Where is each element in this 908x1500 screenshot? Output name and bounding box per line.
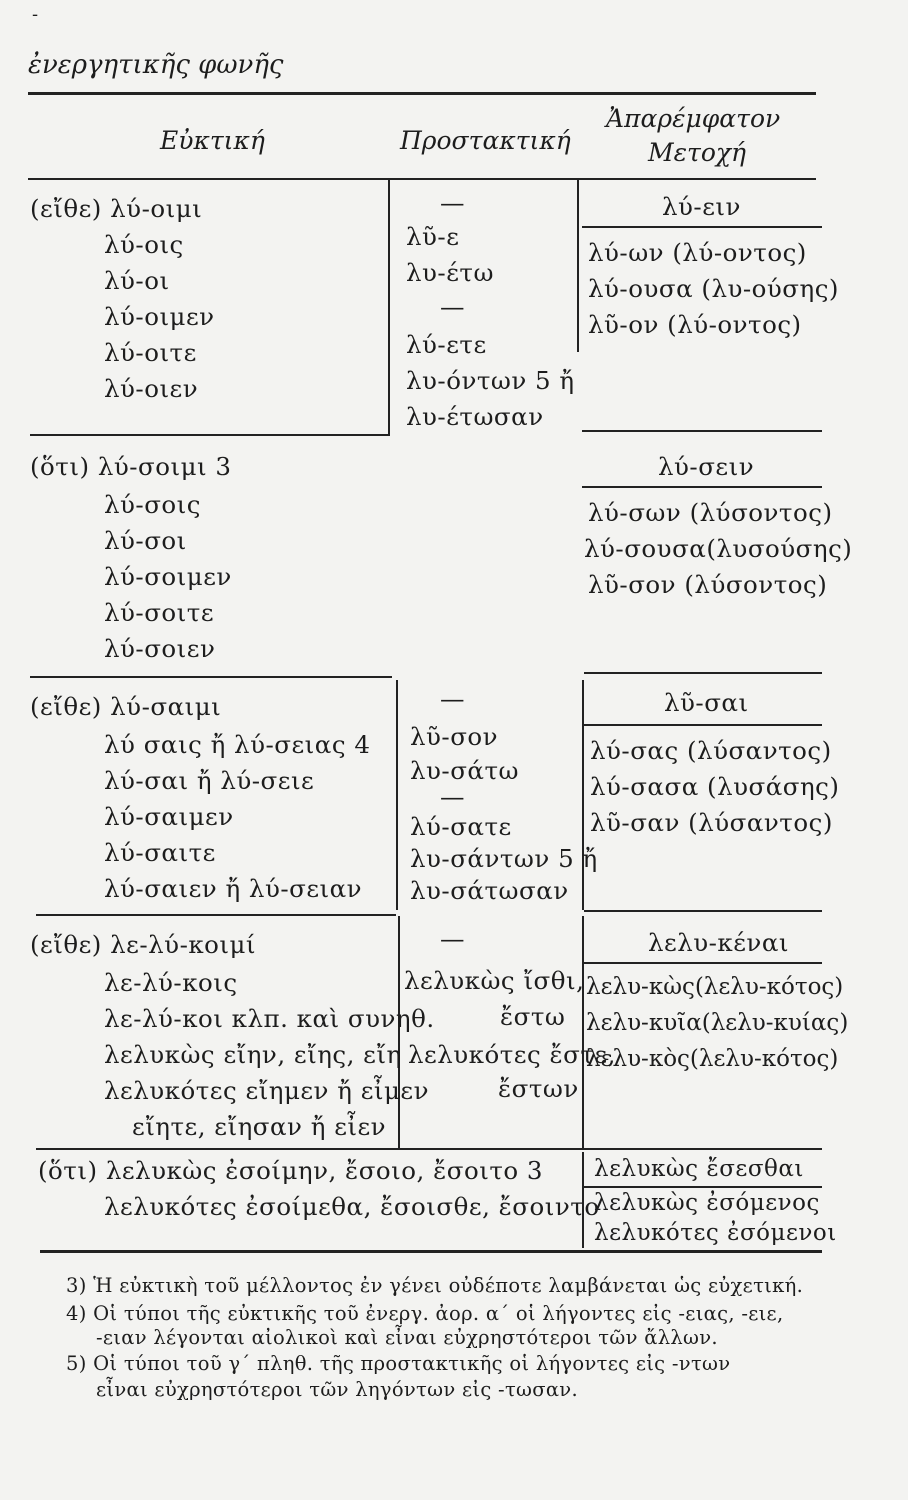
- s3-inf: λῦ-σαι: [664, 688, 749, 717]
- s1-inf: λύ-ειν: [662, 192, 741, 221]
- s4-part-0: λελυ-κὼς(λελυ-κότος): [586, 974, 844, 1000]
- col-rule-2c: [582, 680, 584, 910]
- s1-euk-5: λύ-οιεν: [104, 374, 199, 403]
- margin-dash: -: [32, 4, 39, 25]
- s3-part-2: λῦ-σαν (λύσαντος): [590, 808, 833, 837]
- s4-pro-2: ἔστω: [500, 1002, 566, 1031]
- page-title: ἐνεργητικῆς φωνῆς: [28, 50, 284, 80]
- s4-pro-0: —: [440, 924, 465, 953]
- header-aparemfaton: Ἀπαρέμφατον: [606, 104, 781, 133]
- col-rule-1c: [396, 680, 398, 910]
- s1-pro-5: λυ-όντων 5 ἤ: [406, 366, 575, 395]
- title-rule: [28, 92, 816, 95]
- header-metochi: Μετοχή: [648, 138, 747, 167]
- s5-inf: λελυκὼς ἔσεσθαι: [594, 1156, 804, 1182]
- s2-part-2: λῦ-σον (λύσοντος): [588, 570, 828, 599]
- footnote-4b: -ειαν λέγονται αἰολικοὶ καὶ εἶναι εὐχρηστότεροι τῶν ἄλλων.: [96, 1326, 718, 1349]
- s1-part-1: λύ-ουσα (λυ-ούσης): [588, 274, 839, 303]
- s3-pro-6: λυ-σάτωσαν: [410, 876, 569, 905]
- s4-euk-1: λε-λύ-κοις: [104, 968, 238, 997]
- s1-pro-1: λῦ-ε: [406, 222, 460, 251]
- s3-pro-1: λῦ-σον: [410, 722, 499, 751]
- s1-euk-4: λύ-οιτε: [104, 338, 197, 367]
- s5-inf-rule: [584, 1186, 822, 1188]
- s5-part-0: λελυκὼς ἐσόμενος: [594, 1190, 820, 1216]
- s2-part-0: λύ-σων (λύσοντος): [588, 498, 833, 527]
- s3-rule-right: [584, 910, 822, 912]
- s2-euk-1: λύ-σοις: [104, 490, 202, 519]
- s4-euk-0: (εἴθε) λε-λύ-κοιμί: [30, 930, 257, 959]
- s4-pro-1: λελυκὼς ἴσθι,: [404, 966, 585, 995]
- footnote-5b: εἶναι εὐχρηστότεροι τῶν ληγόντων εἰς -τωσαν.: [96, 1378, 578, 1401]
- s1-euk-1: λύ-οις: [104, 230, 184, 259]
- s3-pro-2: λυ-σάτω: [410, 756, 520, 785]
- col-rule-2d: [582, 916, 584, 1148]
- s3-pro-3: —: [440, 782, 465, 811]
- s3-part-0: λύ-σας (λύσαντος): [590, 736, 832, 765]
- s2-rule-left: [30, 676, 392, 678]
- s2-euk-2: λύ-σοι: [104, 526, 187, 555]
- s3-euk-0: (εἴθε) λύ-σαιμι: [30, 692, 222, 721]
- s1-part-0: λύ-ων (λύ-οντος): [588, 238, 807, 267]
- s1-inf-rule: [582, 226, 822, 228]
- s5-euk-0: (ὅτι) λελυκὼς ἐσοίμην, ἔσοιο, ἔσοιτο 3: [38, 1156, 544, 1185]
- s4-euk-4: λελυκότες εἴημεν ἤ εἶμεν: [104, 1076, 430, 1105]
- col-rule-1a: [388, 180, 390, 436]
- s2-euk-0: (ὅτι) λύ-σοιμι 3: [30, 452, 232, 481]
- s4-pro-4: ἔστων: [498, 1074, 579, 1103]
- s1-rule-right: [582, 430, 822, 432]
- footnote-3: 3) Ἡ εὐκτικὴ τοῦ μέλλοντος ἐν γένει οὐδέποτε λαμβάνεται ὡς εὐχετική.: [66, 1274, 804, 1297]
- s2-part-1: λύ-σουσα(λυσούσης): [584, 534, 853, 563]
- s1-pro-6: λυ-έτωσαν: [406, 402, 544, 431]
- header-euktiki: Εὐκτική: [160, 126, 265, 155]
- s3-part-1: λύ-σασα (λυσάσης): [590, 772, 840, 801]
- s3-euk-1: λύ σαις ἤ λύ-σειας 4: [104, 730, 371, 759]
- s4-inf-rule: [584, 962, 822, 964]
- s5-euk-1: λελυκότες ἐσοίμεθα, ἔσοισθε, ἔσοιντο: [104, 1192, 600, 1221]
- s2-euk-5: λύ-σοιεν: [104, 634, 216, 663]
- s1-pro-3: —: [440, 292, 465, 321]
- s1-euk-2: λύ-οι: [104, 266, 170, 295]
- s1-euk-3: λύ-οιμεν: [104, 302, 215, 331]
- s1-part-2: λῦ-ον (λύ-οντος): [588, 310, 802, 339]
- s4-euk-5: εἴητε, εἴησαν ἤ εἶεν: [132, 1112, 387, 1141]
- s4-rule: [36, 1148, 822, 1150]
- s3-euk-5: λύ-σαιεν ἤ λύ-σειαν: [104, 874, 363, 903]
- s4-part-2: λελυ-κὸς(λελυ-κότος): [586, 1046, 839, 1072]
- s5-part-1: λελυκότες ἐσόμενοι: [594, 1220, 837, 1246]
- footnote-4a: 4) Οἱ τύποι τῆς εὐκτικῆς τοῦ ἐνεργ. ἀορ. α΄ οἱ λήγοντες εἰς -ειας, -ειε,: [66, 1302, 784, 1325]
- col-rule-2a: [577, 180, 579, 352]
- s3-rule-left: [36, 914, 396, 916]
- s3-euk-3: λύ-σαιμεν: [104, 802, 234, 831]
- s4-pro-3: λελυκότες ἔστε,: [408, 1040, 616, 1069]
- s1-rule-left: [30, 434, 390, 436]
- s4-euk-2: λε-λύ-κοι κλπ. καὶ συνηθ.: [104, 1004, 435, 1033]
- footnote-5a: 5) Οἱ τύποι τοῦ γ΄ πληθ. τῆς προστακτικῆς οἱ λήγοντες εἰς -ντων: [66, 1352, 731, 1375]
- table-bottom-rule: [40, 1250, 822, 1253]
- s3-euk-2: λύ-σαι ἤ λύ-σειε: [104, 766, 315, 795]
- s2-euk-3: λύ-σοιμεν: [104, 562, 232, 591]
- s2-inf: λύ-σειν: [658, 452, 755, 481]
- s4-inf: λελυ-κέναι: [648, 928, 789, 957]
- s1-pro-0: —: [440, 188, 465, 217]
- s2-inf-rule: [582, 486, 822, 488]
- s1-pro-2: λυ-έτω: [406, 258, 494, 287]
- s1-pro-4: λύ-ετε: [406, 330, 487, 359]
- s1-euk-0: (εἴθε) λύ-οιμι: [30, 194, 203, 223]
- s3-pro-0: —: [440, 684, 465, 713]
- s2-euk-4: λύ-σοιτε: [104, 598, 215, 627]
- header-rule: [28, 178, 816, 180]
- s3-pro-5: λυ-σάντων 5 ἤ: [410, 844, 598, 873]
- s3-inf-rule: [584, 724, 822, 726]
- s4-euk-3: λελυκὼς εἴην, εἴης, εἴη: [104, 1040, 402, 1069]
- s2-rule-right: [584, 672, 822, 674]
- s3-pro-4: λύ-σατε: [410, 812, 512, 841]
- header-prostaktiki: Προστακτική: [400, 126, 571, 155]
- s3-euk-4: λύ-σαιτε: [104, 838, 216, 867]
- s4-part-1: λελυ-κυῖα(λελυ-κυίας): [586, 1010, 849, 1036]
